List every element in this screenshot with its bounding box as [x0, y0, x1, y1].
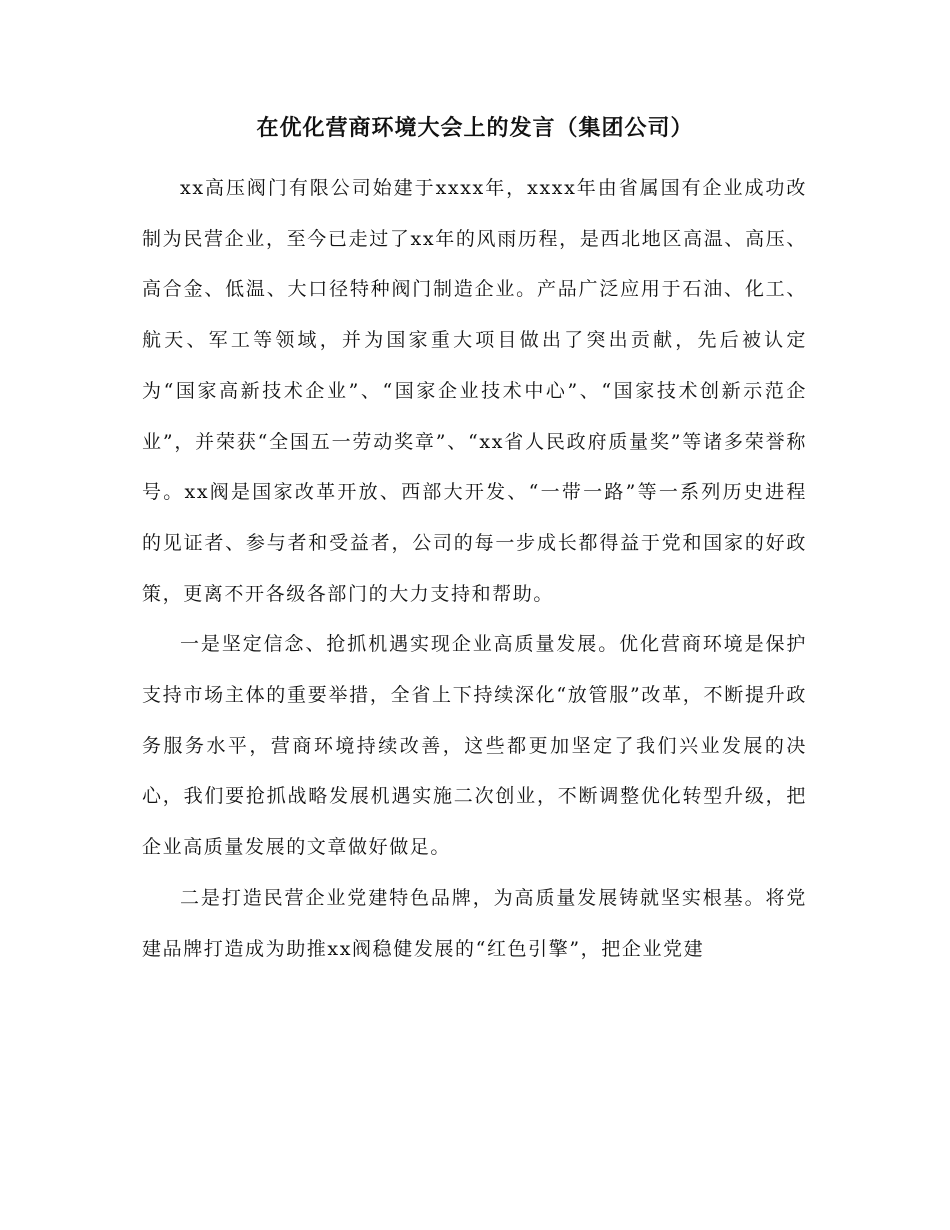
document-title: 在优化营商环境大会上的发言（集团公司） [256, 116, 694, 141]
paragraph-company-intro: xx高压阀门有限公司始建于xxxx年，xxxx年由省属国有企业成功改制为民营企业，至今已走过了xx年的风雨历程，是西北地区高温、高压、高合金、低温、大口径特种阀门制造企业。产品广泛应用于石油、化工、航天、军工等领域，并为国家重大项目做出了突出贡献，先后被认定为“国家高新技术企业”、“国家企业技术中心”、“国家技术创新示范企业”，并荣获“全国五一劳动奖章”、“xx省人民政府质量奖”等诸多荣誉称号。xx阀是国家改革开放、西部大开发、“一带一路”等一系列历史进程的见证者、参与者和受益者，公司的每一步成长都得益于党和国家的好政策，更离不开各级各部门的大力支持和帮助。 [142, 177, 807, 605]
paragraph-point-one: 一是坚定信念、抢抓机遇实现企业高质量发展。优化营商环境是保护支持市场主体的重要举措，全省上下持续深化“放管服”改革，不断提升政务服务水平，营商环境持续改善，这些都更加坚定了我们兴业发展的决心，我们要抢抓战略发展机遇实施二次创业，不断调整优化转型升级，把企业高质量发展的文章做好做足。 [142, 633, 807, 859]
paragraph-point-two: 二是打造民营企业党建特色品牌，为高质量发展铸就坚实根基。将党建品牌打造成为助推xx阀稳健发展的“红色引擎”，把企业党建 [142, 886, 807, 960]
document-body [142, 163, 807, 974]
